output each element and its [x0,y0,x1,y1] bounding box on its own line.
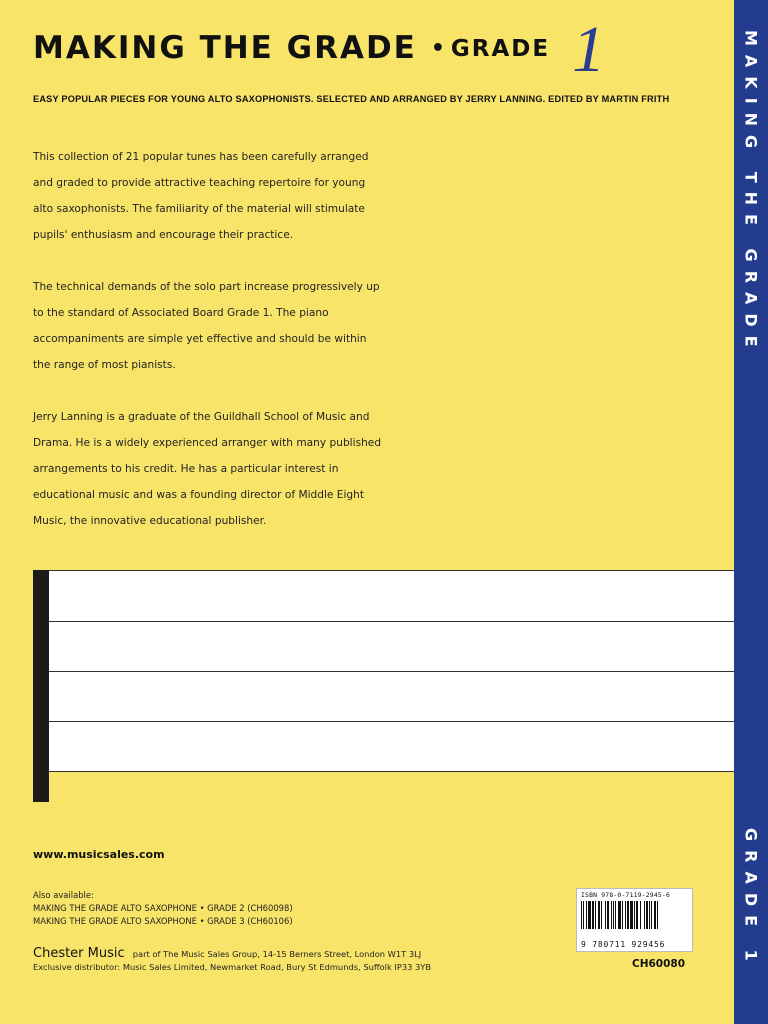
publisher-line [33,942,593,961]
staff-box [49,570,735,772]
publisher-name: Chester Music [33,946,125,961]
catalog-number: CH60080 [632,958,686,970]
staff-line [49,621,735,622]
barcode [576,888,693,952]
also-available-label: Also available: [33,890,94,900]
also-available [33,889,553,928]
also-available-item: MAKING THE GRADE ALTO SAXOPHONE • GRADE 3 (CH60106) [33,916,293,926]
title-separator: • [430,36,445,61]
barcode-bars [581,901,689,929]
also-available-item: MAKING THE GRADE ALTO SAXOPHONE • GRADE 2 (CH60098) [33,903,293,913]
website-link[interactable]: www.musicsales.com [33,848,165,861]
spine-title [734,30,768,430]
description-paragraph: This collection of 21 popular tunes has been carefully arranged and graded to provide attractive teaching repertoire for young alto saxophonists. The familiarity of the material will stimulate pupils' enthusiasm and encourage their practice. [33,151,369,241]
spine-grade-text: GRADE 1 [741,828,761,970]
title-main: MAKING THE GRADE [33,30,417,66]
spine-title-text: MAKING THE GRADE [741,30,761,356]
staff-line [49,721,735,722]
ean-digits: 9 780711 929456 [581,940,666,949]
staff-bar [33,570,49,802]
description [33,144,383,560]
title-grade-label: GRADE [450,36,551,62]
cover-title [33,13,606,88]
title-grade-number: 1 [572,13,606,86]
spine-grade [734,828,768,988]
description-paragraph: The technical demands of the solo part increase progressively up to the standard of Associated Board Grade 1. The piano accompaniments are simple yet effective and should be within the range of most pianists. [33,281,380,371]
distributor: Exclusive distributor: Music Sales Limited, Newmarket Road, Bury St Edmunds, Suffolk IP33 3YB [33,962,432,972]
isbn-text: ISBN 978-0-7119-2945-6 [581,891,671,899]
staff-line [49,671,735,672]
subtitle: EASY POPULAR PIECES FOR YOUNG ALTO SAXOPHONISTS. SELECTED AND ARRANGED BY JERRY LANNING. EDITED BY MARTIN FRITH [33,94,670,104]
music-staff-graphic [33,570,735,802]
publisher-detail: part of The Music Sales Group, 14-15 Berners Street, London W1T 3LJ [132,949,422,959]
description-paragraph: Jerry Lanning is a graduate of the Guildhall School of Music and Drama. He is a widely experienced arranger with many published arrangements to his credit. He has a particular interest in educational music and was a founding director of Middle Eight Music, the innovative educational publisher. [33,411,382,527]
